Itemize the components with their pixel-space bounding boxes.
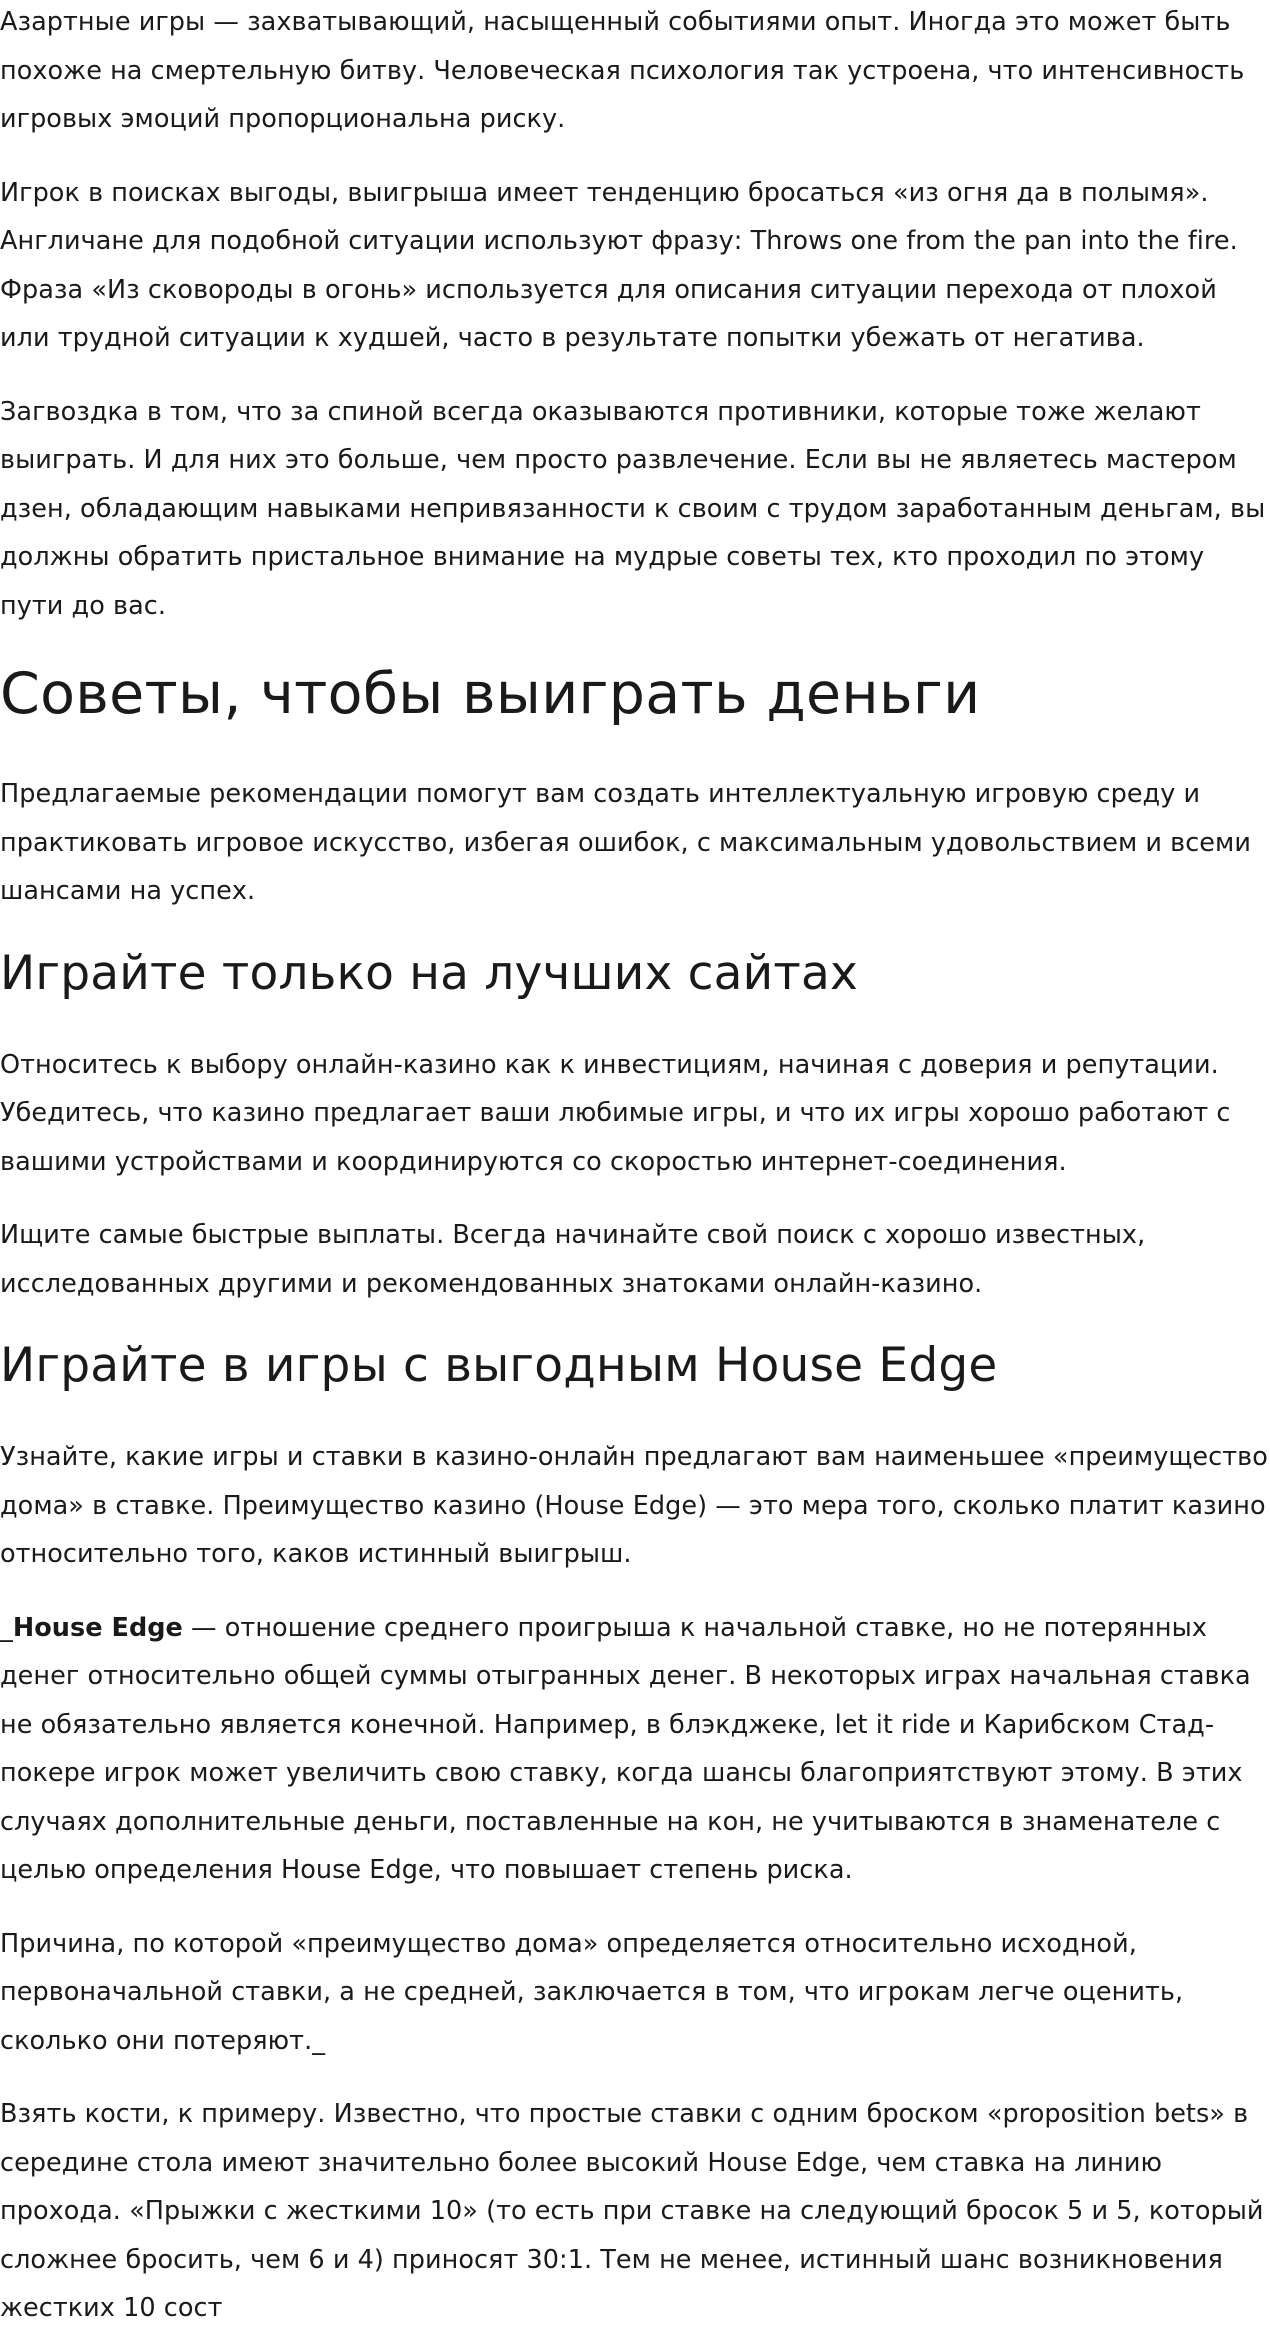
heading-tips-to-win: Советы, чтобы выиграть деньги [0, 661, 981, 727]
heading-best-sites: Играйте только на лучших сайтах [0, 945, 859, 1001]
craps-paragraph: Взять кости, к примеру. Известно, что простые ставки с одним броском «proposition bets» в середине стола имеют значительно более высокий House Edge, чем ставка на линию прохода. «Прыжки с жесткими 10» (то есть при ставке на следующий бросок 5 и 5, который сложнее бросить, чем 6 и 4) приносят 30:1. Тем не менее, истинный шанс возникновения жестких 10 сост [0, 2099, 1264, 2323]
house-edge-paragraph-3: Причина, по которой «преимущество дома» определяется относительно исходной, первоначальной ставки, а не средней, заключается в том, что игрокам легче оценить, сколько они потеряют._ [0, 1928, 1184, 2056]
heading-house-edge: Играйте в игры с выгодным House Edge [0, 1338, 998, 1393]
definition-text: — отношение среднего проигрыша к начальной ставке, но не потерянных денег относительно общей суммы отыгранных денег. В некоторых играх начальная ставка не обязательно является конечной. Например, в блэкджеке, let it ride и Карибском Стад-покере игрок может увеличить свою ставку, когда шансы благоприятствуют этому. В этих случаях дополнительные деньги, поставленные на кон, не учитываются в знаменателе с целью определения House Edge, что повышает степень риска. [0, 1612, 1251, 1885]
intro-paragraph-2: Игрок в поисках выгоды, выигрыша имеет тенденцию бросаться «из огня да в полымя». Англичане для подобной ситуации используют фразу: Throws one from the pan into the fire. Фраза «Из сковороды в огонь» используется для описания ситуации перехода от плохой или трудной ситуации к худшей, часто в результате попытки убежать от негатива. [0, 177, 1238, 353]
intro-paragraph-3: Загвоздка в том, что за спиной всегда оказываются противники, которые тоже желают выиграть. И для них это больше, чем просто развлечение. Если вы не являетесь мастером дзен, обладающим навыками непривязанности к своим с трудом заработанным деньгам, вы должны обратить пристальное внимание на мудрые советы тех, кто проходил по этому пути до вас. [0, 396, 1266, 621]
intro-paragraph-1: Азартные игры — захватывающий, насыщенный событиями опыт. Иногда это может быть похоже на смертельную битву. Человеческая психология так устроена, что интенсивность игровых эмоций пропорциональна риску. [0, 7, 1245, 134]
tips-intro-paragraph: Предлагаемые рекомендации помогут вам создать интеллектуальную игровую среду и практиковать игровое искусство, избегая ошибок, с максимальным удовольствием и всеми шансами на успех. [0, 779, 1251, 906]
definition-prefix: _ [0, 1612, 13, 1643]
best-sites-paragraph-2: Ищите самые быстрые выплаты. Всегда начинайте свой поиск с хорошо известных, исследованных другими и рекомендованных знатоками онлайн-казино. [0, 1220, 1146, 1299]
definition-term: House Edge [12, 1612, 183, 1643]
house-edge-paragraph-1: Узнайте, какие игры и ставки в казино-онлайн предлагают вам наименьшее «преимущество дома» в ставке. Преимущество казино (House Edge) — это мера того, сколько платит казино относительно того, каков истинный выигрыш. [0, 1442, 1268, 1569]
house-edge-definition [0, 1604, 1270, 1895]
best-sites-paragraph-1: Относитесь к выбору онлайн-казино как к инвестициям, начиная с доверия и репутации. Убедитесь, что казино предлагает ваши любимые игры, и что их игры хорошо работают с вашими устройствами и координируются со скоростью интернет-соединения. [0, 1049, 1231, 1177]
